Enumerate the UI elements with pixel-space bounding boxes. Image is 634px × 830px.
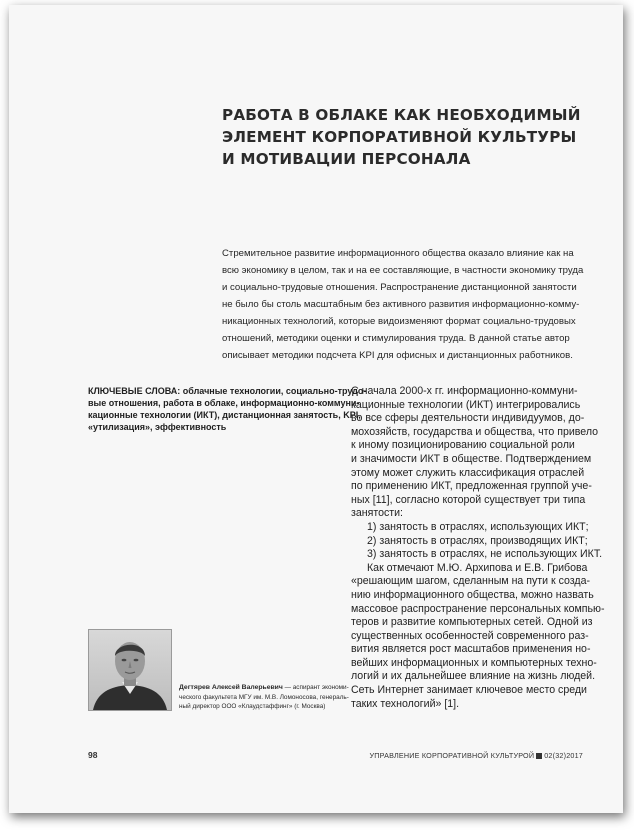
- body-line: кационные технологии (ИКТ) интегрировались: [351, 398, 581, 411]
- journal-name: УПРАВЛЕНИЕ КОРПОРАТИВНОЙ КУЛЬТУРОЙ: [369, 751, 535, 760]
- author-line: — аспирант экономи-: [282, 684, 349, 691]
- abstract-line: и социально-трудовые отношения. Распространение дистанционной занятости: [222, 282, 577, 293]
- abstract-line: Стремительное развитие информационного общества оказало влияние как на: [222, 248, 574, 259]
- body-line: этому может служить классификация отраслей: [351, 466, 585, 479]
- abstract-line: никационных технологий, которые видоизменяют формат социально-трудовых: [222, 316, 576, 327]
- journal-footer: [369, 751, 583, 760]
- author-info: [179, 683, 349, 712]
- author-line: ный директор ООО «Клаудстаффинг» (г. Москва): [179, 703, 326, 710]
- body-line: таких технологий» [1].: [351, 697, 460, 710]
- body-line: Сеть Интернет занимает ключевое место среди: [351, 684, 587, 697]
- body-line: мохозяйств, государства и общества, что привело: [351, 425, 599, 438]
- keywords-label: КЛЮЧЕВЫЕ СЛОВА:: [88, 386, 181, 396]
- square-separator-icon: [536, 753, 542, 759]
- body-line: занятости:: [351, 507, 403, 520]
- article-body: [351, 385, 605, 711]
- keywords-line: вые отношения, работа в облаке, информационно-коммуни-: [88, 398, 360, 408]
- page-number: 98: [88, 750, 98, 760]
- keywords-line: «утилизация», эффективность: [88, 422, 227, 432]
- list-item: 1) занятость в отраслях, использующих ИКТ;: [367, 520, 589, 533]
- body-line: массовое распространение персональных компью-: [351, 602, 605, 615]
- body-line: Как отмечают М.Ю. Архипова и Е.В. Грибова: [367, 561, 588, 574]
- author-line: ческого факультета МГУ им. М.В. Ломоносова, генераль-: [179, 693, 349, 701]
- body-line: к иному позиционированию социальной роли: [351, 439, 575, 452]
- abstract-line: описывает методики подсчета KPI для офисных и дистанционных работников.: [222, 350, 573, 361]
- body-line: «решающим шагом, сделанным на пути к созда-: [351, 575, 591, 588]
- body-line: по применению ИКТ, предложенная группой уче-: [351, 480, 592, 493]
- abstract-line: всю экономику в целом, так и на ее составляющие, в частности экономику труда: [222, 265, 584, 276]
- abstract-line: отношений, методики оценки и стимулирования труда. В данной статье автор: [222, 333, 570, 344]
- keywords-line: кационные технологии (ИКТ), дистанционная занятость, KPI,: [88, 410, 361, 420]
- author-portrait-image: [89, 630, 171, 710]
- body-line: вития является рост масштабов применения но-: [351, 643, 591, 656]
- list-item: 2) занятость в отраслях, производящих ИКТ;: [367, 534, 588, 547]
- body-line: вейших информационных и компьютерных техно-: [351, 656, 597, 669]
- journal-issue: 02(32)2017: [544, 751, 583, 760]
- body-line: ных [11], согласно которой существует три типа: [351, 493, 586, 506]
- title-line: И МОТИВАЦИИ ПЕРСОНАЛА: [222, 150, 471, 168]
- body-line: и значимости ИКТ в обществе. Подтверждением: [351, 452, 592, 465]
- body-line: С начала 2000-х гг. информационно-коммуни-: [351, 385, 578, 397]
- author-name: Дегтярев Алексей Валерьевич: [179, 684, 283, 691]
- keywords-block: [88, 385, 367, 433]
- article-abstract: [222, 245, 598, 364]
- body-line: во все сферы деятельности индивидуумов, до-: [351, 412, 585, 425]
- title-line: РАБОТА В ОБЛАКЕ КАК НЕОБХОДИМЫЙ: [222, 106, 581, 124]
- article-title: [222, 104, 582, 170]
- body-line: существенных особенностей современного раз-: [351, 629, 589, 642]
- body-line: нию информационного общества, можно назвать: [351, 588, 594, 601]
- title-line: ЭЛЕМЕНТ КОРПОРАТИВНОЙ КУЛЬТУРЫ: [222, 128, 577, 146]
- journal-page: [9, 5, 623, 813]
- author-photo: [88, 629, 172, 711]
- list-item: 3) занятость в отраслях, не использующих ИКТ.: [367, 548, 603, 561]
- body-line: теров и развитие компьютерных сетей. Одной из: [351, 616, 593, 629]
- body-line: логий и их дальнейшее влияние на жизнь людей.: [351, 670, 596, 683]
- keywords-line: облачные технологии, социально-трудо-: [180, 386, 367, 396]
- abstract-line: не было бы столь масштабным без активного развития информационно-комму-: [222, 299, 580, 310]
